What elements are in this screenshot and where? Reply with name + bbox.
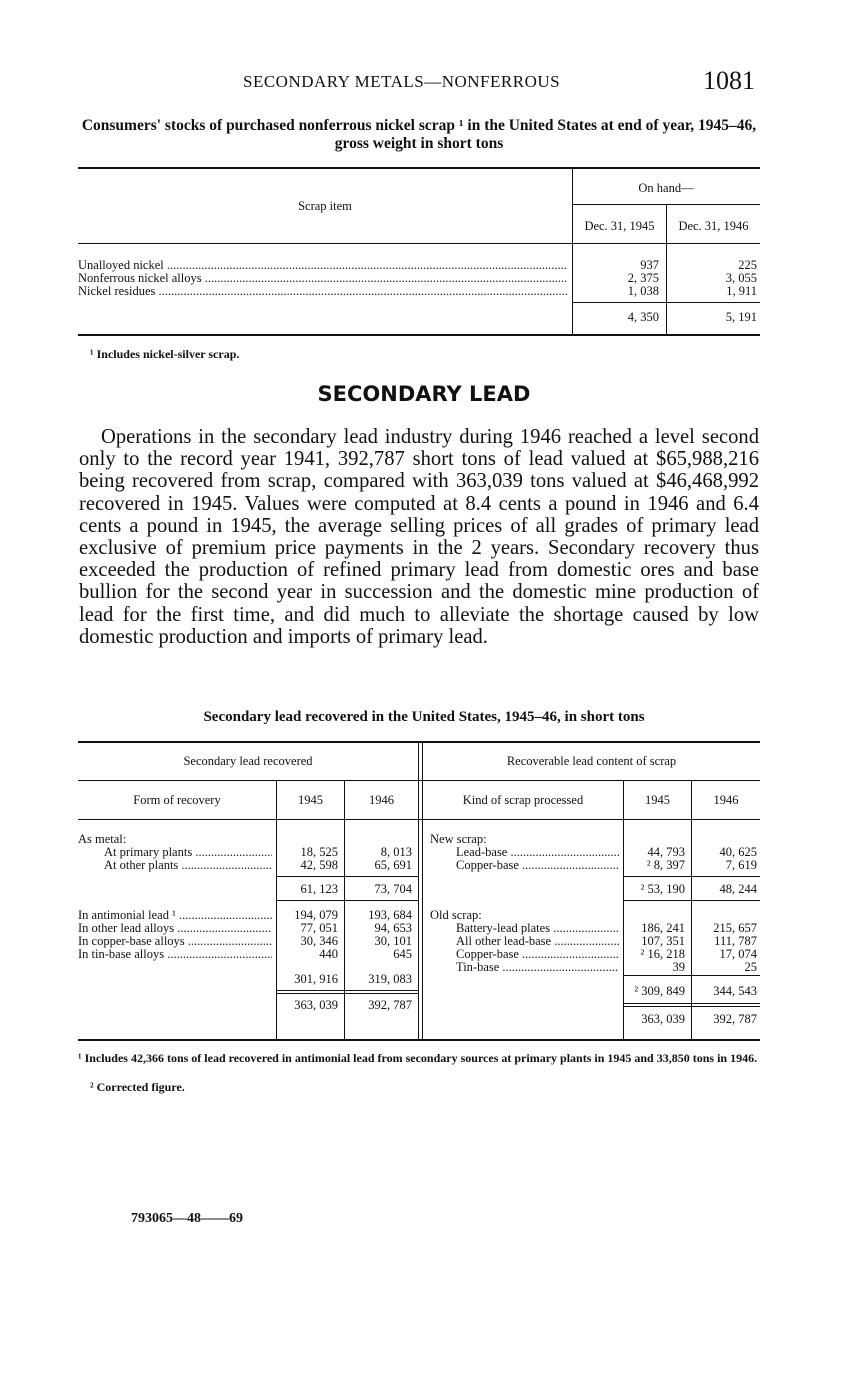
table-cell: 937 bbox=[640, 258, 659, 272]
nickel-top-rule bbox=[78, 167, 760, 169]
grand-total-cell: 392, 787 bbox=[368, 998, 412, 1012]
nickel-bottom-rule bbox=[78, 334, 760, 336]
col-scrap-item: Scrap item bbox=[298, 199, 352, 213]
running-title: SECONDARY METALS—NONFERROUS bbox=[243, 72, 561, 91]
rule bbox=[623, 876, 760, 877]
table-cell: 18, 525 bbox=[300, 845, 338, 859]
table-cell: 94, 653 bbox=[374, 921, 412, 935]
subtotal-cell: 344, 543 bbox=[713, 984, 757, 998]
col-1946: 1946 bbox=[369, 793, 394, 807]
table-row: Lead-base ..... bbox=[456, 846, 619, 859]
lead-bottom-rule bbox=[78, 1039, 760, 1041]
table-row: In antimonial lead ¹ ..... bbox=[78, 909, 272, 922]
rule bbox=[276, 876, 418, 877]
table-row: Tin-base ..... bbox=[456, 961, 619, 974]
table-cell: 111, 787 bbox=[714, 934, 757, 948]
table-row: Nickel residues ..... bbox=[78, 285, 568, 298]
section-title: SECONDARY LEAD bbox=[317, 382, 531, 406]
subtotal-cell: 301, 916 bbox=[294, 972, 338, 986]
table-cell: 2, 375 bbox=[627, 271, 659, 285]
lead-table-caption: Secondary lead recovered in the United States, 1945–46, in short tons bbox=[203, 709, 645, 725]
table-cell: 77, 051 bbox=[300, 921, 338, 935]
rule bbox=[623, 975, 760, 976]
rule bbox=[623, 900, 760, 901]
lead-top-rule bbox=[78, 741, 760, 743]
nickel-footnote: ¹ Includes nickel-silver scrap. bbox=[90, 347, 240, 361]
table-row: Unalloyed nickel ..... bbox=[78, 259, 568, 272]
total-1946: 5, 191 bbox=[725, 310, 757, 324]
subtotal-cell: ² 309, 849 bbox=[634, 984, 685, 998]
table-cell: 44, 793 bbox=[647, 845, 685, 859]
col-1946: 1946 bbox=[713, 793, 739, 807]
lead-vline bbox=[691, 781, 692, 1040]
table-cell: 645 bbox=[393, 947, 412, 961]
table-row: Copper-base ..... bbox=[456, 948, 619, 961]
table-cell: 107, 351 bbox=[641, 934, 685, 948]
print-code: 793065—48——69 bbox=[131, 1211, 243, 1226]
table-row: At primary plants ..... bbox=[104, 846, 272, 859]
right-group-header: Recoverable lead content of scrap bbox=[506, 754, 677, 768]
table-cell: 194, 079 bbox=[294, 908, 338, 922]
table-cell: 25 bbox=[744, 960, 757, 974]
rule bbox=[276, 900, 418, 901]
table-cell: 30, 346 bbox=[300, 934, 338, 948]
col-form-of-recovery: Form of recovery bbox=[133, 793, 221, 807]
rule bbox=[276, 993, 418, 994]
lead-footnote-1: ¹ Includes 42,366 tons of lead recovered in antimonial lead from secondary sources at primary plants in 1945 and 33,850 tons in 1946. bbox=[78, 1051, 758, 1065]
table-cell: 215, 657 bbox=[713, 921, 757, 935]
nickel-group-rule bbox=[572, 204, 760, 205]
table-cell: 39 bbox=[672, 960, 685, 974]
col-dec-1946: Dec. 31, 1946 bbox=[678, 219, 749, 233]
subtotal-cell: 73, 704 bbox=[374, 882, 412, 896]
table-row: Copper-base ..... bbox=[456, 859, 619, 872]
lead-divider-a bbox=[418, 743, 419, 1040]
table-cell: 3, 055 bbox=[725, 271, 757, 285]
col-1945: 1945 bbox=[645, 793, 670, 807]
table-row: In other lead alloys ..... bbox=[78, 922, 272, 935]
nickel-head-rule bbox=[78, 243, 760, 244]
lead-footnote-2: ² Corrected figure. bbox=[90, 1080, 185, 1094]
table-row: In tin-base alloys ..... bbox=[78, 948, 272, 961]
lead-head-rule bbox=[78, 819, 760, 820]
table-row: Nonferrous nickel alloys ..... bbox=[78, 272, 568, 285]
table-cell: 1, 038 bbox=[627, 284, 659, 298]
nickel-sum-rule bbox=[572, 302, 760, 303]
table-cell: 40, 625 bbox=[719, 845, 757, 859]
table-cell: 186, 241 bbox=[641, 921, 685, 935]
col-on-hand: On hand— bbox=[638, 181, 694, 195]
subtotal-cell: 61, 123 bbox=[300, 882, 338, 896]
col-kind-of-scrap: Kind of scrap processed bbox=[462, 793, 584, 807]
nickel-table-caption: Consumers' stocks of purchased nonferrous nickel scrap ¹ in the United States at end of year, 1945–46, gross weight in short tons bbox=[81, 117, 757, 152]
lead-vline bbox=[623, 781, 624, 1040]
subtotal-cell: ² 53, 190 bbox=[640, 882, 685, 896]
lead-divider-b bbox=[422, 743, 423, 1040]
as-metal-heading: As metal: bbox=[78, 832, 127, 846]
rule bbox=[623, 1003, 760, 1004]
new-scrap-heading: New scrap: bbox=[430, 832, 487, 846]
table-row: Battery-lead plates ..... bbox=[456, 922, 619, 935]
total-1945: 4, 350 bbox=[627, 310, 659, 324]
table-cell: 17, 074 bbox=[719, 947, 757, 961]
table-cell: ² 16, 218 bbox=[640, 947, 685, 961]
rule bbox=[623, 1006, 760, 1007]
subtotal-cell: 48, 244 bbox=[719, 882, 757, 896]
table-row: In copper-base alloys ..... bbox=[78, 935, 272, 948]
body-paragraph: Operations in the secondary lead industry during 1946 reached a level second only to the record year 1941, 392,787 short tons of lead valued at $65,988,216 being recovered from scrap, compared with 363,039 tons valued at $46,468,992 recovered in 1945. Values were computed at 8.4 cents a pound in 1946 and 6.4 cents a pound in 1945, the average selling prices of all grades of primary lead exclusive of premium price payments in the 2 years. Secondary recovery thus exceeded the production of refined primary lead from domestic ores and base bullion for the second year in succession and the domestic mine production of lead for the first time, and did much to alleviate the shortage caused by low domestic production and imports of primary lead. bbox=[79, 426, 759, 648]
rule bbox=[276, 990, 418, 991]
lead-group-rule bbox=[78, 780, 760, 781]
table-cell: 225 bbox=[738, 258, 757, 272]
subtotal-cell: 319, 083 bbox=[368, 972, 412, 986]
col-dec-1945: Dec. 31, 1945 bbox=[584, 219, 655, 233]
table-cell: 440 bbox=[319, 947, 338, 961]
page-number: 1081 bbox=[703, 66, 755, 95]
table-cell: 193, 684 bbox=[368, 908, 412, 922]
table-cell: 65, 691 bbox=[374, 858, 412, 872]
table-cell: 7, 619 bbox=[725, 858, 757, 872]
table-cell: ² 8, 397 bbox=[646, 858, 685, 872]
old-scrap-heading: Old scrap: bbox=[430, 908, 482, 922]
grand-total-cell: 392, 787 bbox=[713, 1012, 757, 1026]
col-1945: 1945 bbox=[298, 793, 323, 807]
table-cell: 30, 101 bbox=[374, 934, 412, 948]
table-cell: 1, 911 bbox=[726, 284, 757, 298]
table-row: At other plants ..... bbox=[104, 859, 272, 872]
table-cell: 42, 598 bbox=[300, 858, 338, 872]
table-row: All other lead-base ..... bbox=[456, 935, 619, 948]
left-group-header: Secondary lead recovered bbox=[183, 754, 313, 768]
table-cell: 8, 013 bbox=[380, 845, 412, 859]
grand-total-cell: 363, 039 bbox=[641, 1012, 685, 1026]
grand-total-cell: 363, 039 bbox=[294, 998, 338, 1012]
